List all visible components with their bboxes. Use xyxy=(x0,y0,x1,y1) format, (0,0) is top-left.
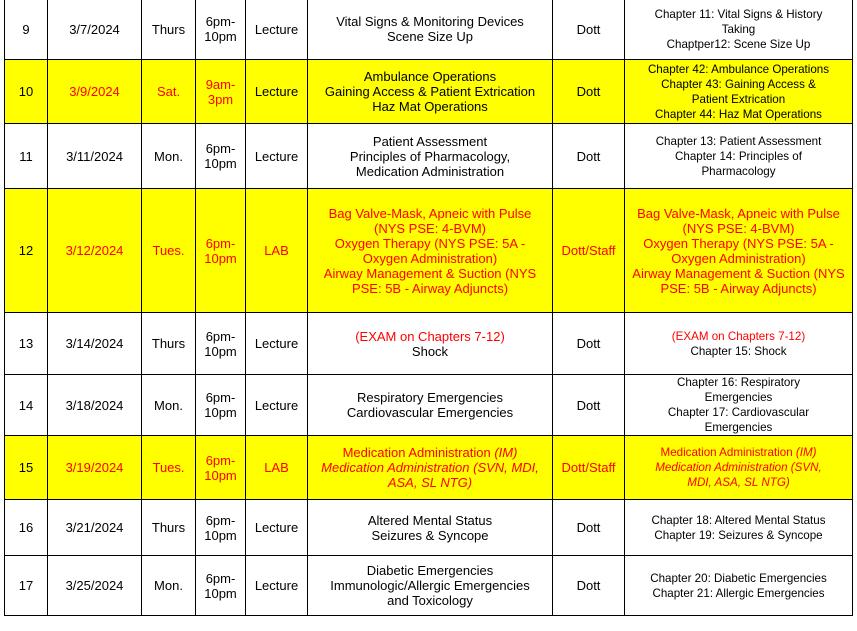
session-date: 3/12/2024 xyxy=(48,189,142,313)
session-type: Lecture xyxy=(246,375,308,436)
session-instructor: Dott/Staff xyxy=(553,189,625,313)
session-chapters: (EXAM on Chapters 7-12) Chapter 15: Shock xyxy=(625,313,853,375)
session-type: Lecture xyxy=(246,556,308,616)
table-row xyxy=(5,500,853,556)
table-row xyxy=(5,375,853,436)
session-type: Lecture xyxy=(246,313,308,375)
session-topic: Ambulance Operations Gaining Access & Patient Extrication Haz Mat Operations xyxy=(308,60,553,124)
session-instructor: Dott xyxy=(553,124,625,189)
session-chapters: Chapter 20: Diabetic Emergencies Chapter 21: Allergic Emergencies xyxy=(625,556,853,616)
session-time: 6pm- 10pm xyxy=(196,0,246,60)
session-time: 6pm- 10pm xyxy=(196,189,246,313)
table-row xyxy=(5,124,853,189)
session-number: 13 xyxy=(5,313,48,375)
session-number: 12 xyxy=(5,189,48,313)
table-row xyxy=(5,189,853,313)
table-row xyxy=(5,313,853,375)
session-instructor: Dott xyxy=(553,0,625,60)
table-row xyxy=(5,556,853,616)
session-type: LAB xyxy=(246,436,308,500)
session-chapters: Bag Valve-Mask, Apneic with Pulse (NYS PSE: 4-BVM) Oxygen Therapy (NYS PSE: 5A - Oxygen Administration) Airway Management & Suction (NYS PSE: 5B - Airway Adjuncts) xyxy=(625,189,853,313)
session-day: Tues. xyxy=(142,189,196,313)
session-day: Sat. xyxy=(142,60,196,124)
session-type: Lecture xyxy=(246,0,308,60)
session-type: LAB xyxy=(246,189,308,313)
session-topic: Medication Administration (IM) Medication Administration (SVN, MDI, ASA, SL NTG) xyxy=(308,436,553,500)
session-time: 6pm- 10pm xyxy=(196,375,246,436)
session-time: 6pm- 10pm xyxy=(196,436,246,500)
session-topic: (EXAM on Chapters 7-12) Shock xyxy=(308,313,553,375)
session-instructor: Dott/Staff xyxy=(553,436,625,500)
session-topic: Patient Assessment Principles of Pharmacology, Medication Administration xyxy=(308,124,553,189)
session-chapters: Medication Administration (IM) Medication Administration (SVN, MDI, ASA, SL NTG) xyxy=(625,436,853,500)
session-time: 6pm- 10pm xyxy=(196,124,246,189)
session-date: 3/25/2024 xyxy=(48,556,142,616)
session-topic: Altered Mental Status Seizures & Syncope xyxy=(308,500,553,556)
session-instructor: Dott xyxy=(553,556,625,616)
session-type: Lecture xyxy=(246,500,308,556)
session-number: 15 xyxy=(5,436,48,500)
session-type: Lecture xyxy=(246,60,308,124)
session-time: 6pm- 10pm xyxy=(196,556,246,616)
session-chapters: Chapter 11: Vital Signs & History Taking Chaptper12: Scene Size Up xyxy=(625,0,853,60)
session-day: Thurs xyxy=(142,313,196,375)
session-number: 9 xyxy=(5,0,48,60)
session-number: 14 xyxy=(5,375,48,436)
session-topic: Vital Signs & Monitoring Devices Scene Size Up xyxy=(308,0,553,60)
session-chapters: Chapter 13: Patient Assessment Chapter 14: Principles of Pharmacology xyxy=(625,124,853,189)
session-day: Tues. xyxy=(142,436,196,500)
table-row xyxy=(5,60,853,124)
session-topic: Respiratory Emergencies Cardiovascular Emergencies xyxy=(308,375,553,436)
session-day: Thurs xyxy=(142,0,196,60)
session-topic: Bag Valve-Mask, Apneic with Pulse (NYS PSE: 4-BVM) Oxygen Therapy (NYS PSE: 5A - Oxygen Administration) Airway Management & Suction (NYS PSE: 5B - Airway Adjuncts) xyxy=(308,189,553,313)
session-topic: Diabetic Emergencies Immunologic/Allergic Emergencies and Toxicology xyxy=(308,556,553,616)
session-type: Lecture xyxy=(246,124,308,189)
session-time: 9am- 3pm xyxy=(196,60,246,124)
session-date: 3/14/2024 xyxy=(48,313,142,375)
session-day: Mon. xyxy=(142,124,196,189)
session-date: 3/19/2024 xyxy=(48,436,142,500)
session-chapters: Chapter 16: Respiratory Emergencies Chapter 17: Cardiovascular Emergencies xyxy=(625,375,853,436)
session-instructor: Dott xyxy=(553,313,625,375)
schedule-table xyxy=(4,0,853,616)
session-date: 3/18/2024 xyxy=(48,375,142,436)
session-time: 6pm- 10pm xyxy=(196,313,246,375)
session-instructor: Dott xyxy=(553,375,625,436)
session-day: Mon. xyxy=(142,556,196,616)
session-chapters: Chapter 18: Altered Mental Status Chapter 19: Seizures & Syncope xyxy=(625,500,853,556)
table-row xyxy=(5,0,853,60)
session-date: 3/21/2024 xyxy=(48,500,142,556)
session-day: Mon. xyxy=(142,375,196,436)
session-number: 16 xyxy=(5,500,48,556)
session-date: 3/11/2024 xyxy=(48,124,142,189)
session-number: 11 xyxy=(5,124,48,189)
session-number: 17 xyxy=(5,556,48,616)
session-day: Thurs xyxy=(142,500,196,556)
session-instructor: Dott xyxy=(553,500,625,556)
session-date: 3/9/2024 xyxy=(48,60,142,124)
session-instructor: Dott xyxy=(553,60,625,124)
session-date: 3/7/2024 xyxy=(48,0,142,60)
session-chapters: Chapter 42: Ambulance Operations Chapter 43: Gaining Access & Patient Extrication Chapter 44: Haz Mat Operations xyxy=(625,60,853,124)
table-row xyxy=(5,436,853,500)
session-number: 10 xyxy=(5,60,48,124)
session-time: 6pm- 10pm xyxy=(196,500,246,556)
